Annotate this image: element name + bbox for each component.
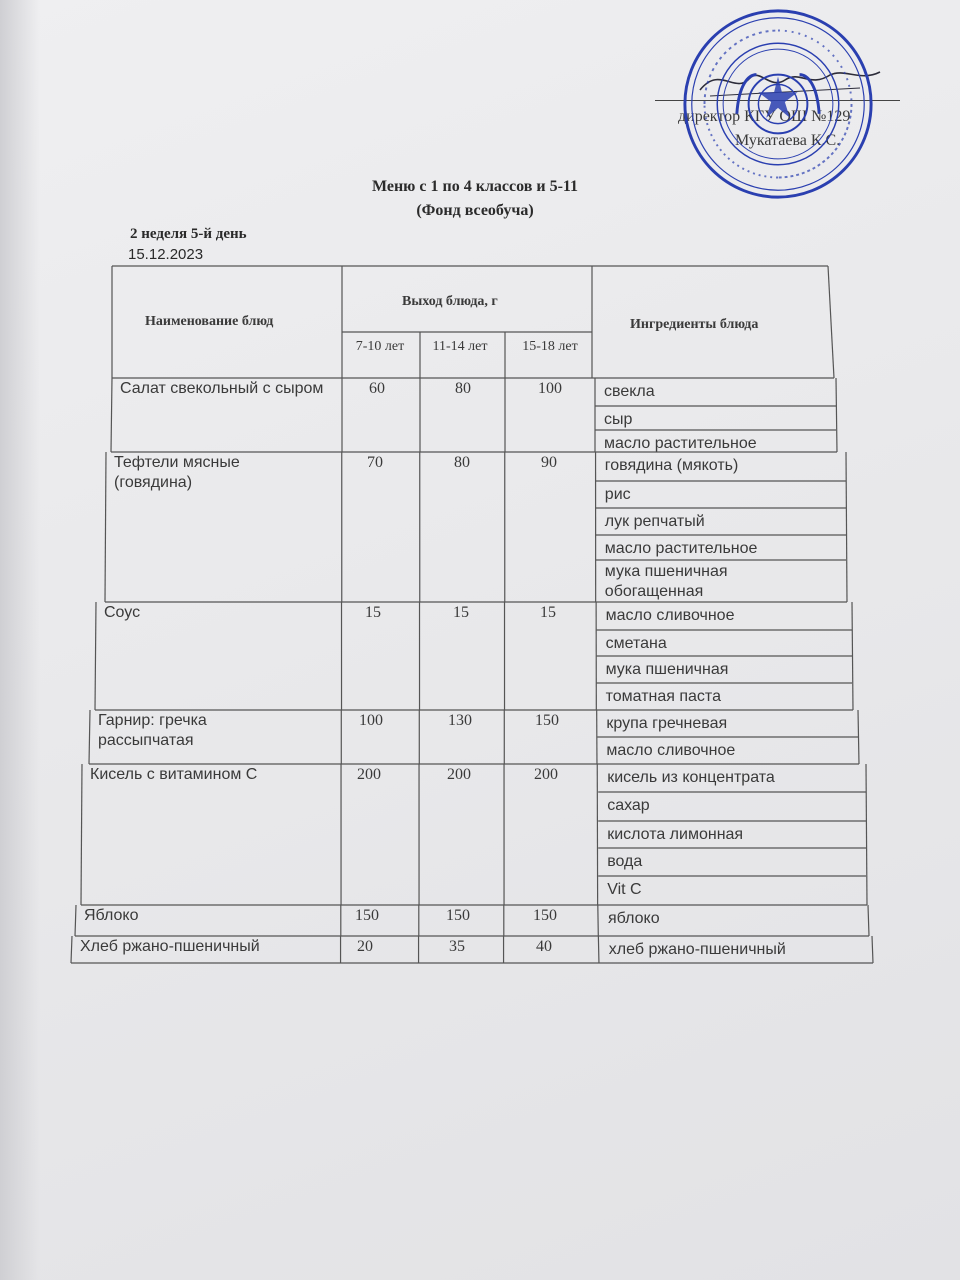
dish-name: Салат свекольный с сыром	[120, 380, 324, 397]
col-header-dish: Наименование блюд	[145, 314, 274, 329]
ingredient-item: говядина (мякоть)	[604, 457, 739, 474]
ingredient-item: крупа гречневая	[606, 715, 728, 732]
ingredient-item: томатная паста	[605, 688, 721, 705]
ingredient-item: вода	[607, 853, 643, 870]
output-11-14: 35	[449, 938, 465, 955]
output-11-14: 80	[454, 454, 470, 471]
table-rule	[852, 602, 853, 710]
output-7-10: 70	[367, 454, 383, 471]
output-11-14: 150	[446, 907, 470, 924]
table-rule	[846, 452, 847, 602]
table-rule	[111, 378, 112, 452]
ingredient-item: масло растительное	[604, 540, 758, 557]
table-rule	[598, 936, 599, 963]
table-rule	[95, 602, 96, 710]
table-rule	[866, 764, 867, 905]
ingredient-item: кислота лимонная	[607, 826, 744, 843]
ingredient-item: масло сливочное	[605, 607, 735, 624]
output-15-18: 150	[535, 712, 559, 729]
director-name: Мукатаева К.С.	[735, 132, 841, 149]
table-rule	[828, 266, 834, 378]
table-rule	[89, 710, 90, 764]
ingredient-item: лук репчатый	[604, 513, 705, 530]
ingredient-item: кисель из концентрата	[607, 769, 775, 786]
output-7-10: 200	[357, 766, 381, 783]
ingredient-item: мука пшеничная	[605, 661, 729, 678]
col-header-output: Выход блюда, г	[402, 294, 498, 309]
ingredient-item: сметана	[605, 635, 667, 652]
output-11-14: 130	[448, 712, 472, 729]
output-15-18: 200	[534, 766, 558, 783]
output-7-10: 20	[357, 938, 373, 955]
dish-name: Соус	[104, 604, 141, 621]
ingredient-item: сыр	[604, 411, 633, 428]
table-rule	[872, 936, 873, 963]
table-rule	[836, 378, 837, 452]
output-15-18: 100	[538, 380, 562, 397]
menu-date: 15.12.2023	[128, 246, 204, 263]
output-11-14: 15	[453, 604, 469, 621]
ingredient-item: свекла	[604, 383, 655, 400]
dish-name: Гарнир: гречка рассыпчатая	[98, 712, 207, 749]
table-rule	[598, 905, 599, 936]
output-11-14: 80	[455, 380, 471, 397]
output-7-10: 60	[369, 380, 385, 397]
table-rule	[81, 764, 82, 905]
output-7-10: 150	[355, 907, 379, 924]
ingredient-item: сахар	[607, 797, 650, 814]
week-day: 2 неделя 5-й день	[130, 226, 247, 242]
ingredient-item: Vit C	[607, 881, 642, 898]
table-rule	[75, 905, 76, 936]
ingredient-item: масло растительное	[604, 435, 757, 452]
director-position: директор КГУ ОШ №129	[678, 108, 851, 125]
table-rule	[858, 710, 859, 764]
ingredient-item: хлеб ржано-пшеничный	[608, 941, 786, 958]
document-title: Меню с 1 по 4 классов и 5-11	[371, 178, 579, 195]
table-rule	[105, 452, 106, 602]
document-subtitle: (Фонд всеобуча)	[416, 202, 534, 219]
output-15-18: 15	[540, 604, 556, 621]
output-15-18: 90	[541, 454, 557, 471]
output-7-10: 100	[359, 712, 383, 729]
dish-name: Кисель с витамином С	[90, 766, 258, 783]
output-7-10: 15	[365, 604, 381, 621]
age-group-2: 11-14 лет	[432, 339, 488, 354]
output-15-18: 40	[536, 938, 552, 955]
col-header-ingredients: Ингредиенты блюда	[630, 317, 759, 332]
age-group-1: 7-10 лет	[355, 339, 405, 354]
table-rule	[868, 905, 869, 936]
ingredient-item: мука пшеничная обогащенная	[604, 563, 728, 600]
output-11-14: 200	[447, 766, 471, 783]
table-rule	[71, 936, 72, 963]
ingredient-item: яблоко	[608, 910, 660, 927]
ingredient-item: рис	[604, 486, 631, 503]
dish-name: Тефтели мясные (говядина)	[114, 454, 240, 491]
dish-name: Яблоко	[84, 907, 139, 924]
ingredient-item: масло сливочное	[606, 742, 736, 759]
output-15-18: 150	[533, 907, 557, 924]
dish-name: Хлеб ржано-пшеничный	[80, 938, 260, 955]
age-group-3: 15-18 лет	[522, 339, 578, 354]
